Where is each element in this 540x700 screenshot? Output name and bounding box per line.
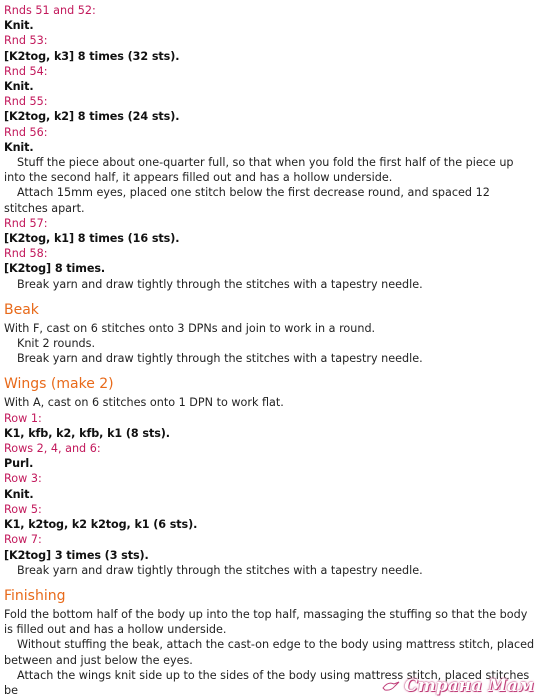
stork-logo-icon [382,679,400,693]
instruction-paragraph: Break yarn and draw tightly through the stitches with a tapestry needle. [17,563,423,577]
round-label: Rnd 58: [4,247,48,261]
instruction-paragraph: Without stuffing the beak, attach the cast-on edge to the body using mattress stitch, placed between and just below the eyes. [4,638,535,667]
round-instruction: Knit. [4,487,34,501]
instruction-paragraph: Break yarn and draw tightly through the stitches with a tapestry needle. [17,277,423,291]
wings-instructions [4,395,536,577]
round-instruction: Knit. [4,19,34,33]
round-label: Rnd 53: [4,34,48,48]
round-instruction: K1, kfb, k2, kfb, k1 (8 sts). [4,426,170,440]
instruction-paragraph: With A, cast on 6 stitches onto 1 DPN to work flat. [4,396,284,410]
round-label: Rnd 56: [4,125,48,139]
pattern-document [4,3,536,698]
instruction-paragraph: Break yarn and draw tightly through the stitches with a tapestry needle. [17,352,423,366]
section-heading-beak: Beak [4,301,39,318]
round-instruction: Knit. [4,140,34,154]
round-label: Rnd 55: [4,95,48,109]
round-label: Rows 2, 4, and 6: [4,442,101,456]
round-label: Row 1: [4,411,42,425]
round-instruction: Purl. [4,457,34,471]
section-heading-finishing: Finishing [4,587,66,604]
round-label: Row 5: [4,502,42,516]
round-label: Row 3: [4,472,42,486]
round-label: Rnd 57: [4,216,48,230]
round-label: Rnd 54: [4,64,48,78]
round-label: Row 7: [4,533,42,547]
round-instruction: K1, k2tog, k2 k2tog, k1 (6 sts). [4,518,198,532]
decrease-rounds-section [4,3,536,292]
instruction-paragraph: Fold the bottom half of the body up into the top half, massaging the stuffing so that the body is filled out and has a hollow underside. [4,607,528,637]
instruction-paragraph: Stuff the piece about one-quarter full, so that when you fold the first half of the piece up into the second half, it appears filled out and has a hollow underside. [4,156,514,185]
site-watermark [382,676,534,696]
wings-section [4,375,536,577]
round-label: Rnds 51 and 52: [4,4,96,17]
round-instruction: [K2tog] 8 times. [4,262,106,276]
instruction-paragraph: Attach the wings knit side up to the sides of the body using mattress stitch, placed stitches be [4,668,530,697]
beak-instructions [4,321,536,367]
instruction-paragraph: Knit 2 rounds. [17,337,96,351]
round-instruction: [K2tog, k1] 8 times (16 sts). [4,232,180,246]
section-heading-wings: Wings (make 2) [4,376,114,393]
round-instruction: [K2tog] 3 times (3 sts). [4,548,149,562]
instruction-paragraph: With F, cast on 6 stitches onto 3 DPNs and join to work in a round. [4,321,376,335]
beak-section [4,301,536,367]
round-instruction: [K2tog, k2] 8 times (24 sts). [4,110,180,124]
watermark-text: Страна Мам [404,676,534,696]
round-instruction: [K2tog, k3] 8 times (32 sts). [4,49,180,63]
instruction-paragraph: Attach 15mm eyes, placed one stitch below the first decrease round, and spaced 12 stitches apart. [4,186,490,215]
round-instruction: Knit. [4,80,34,94]
